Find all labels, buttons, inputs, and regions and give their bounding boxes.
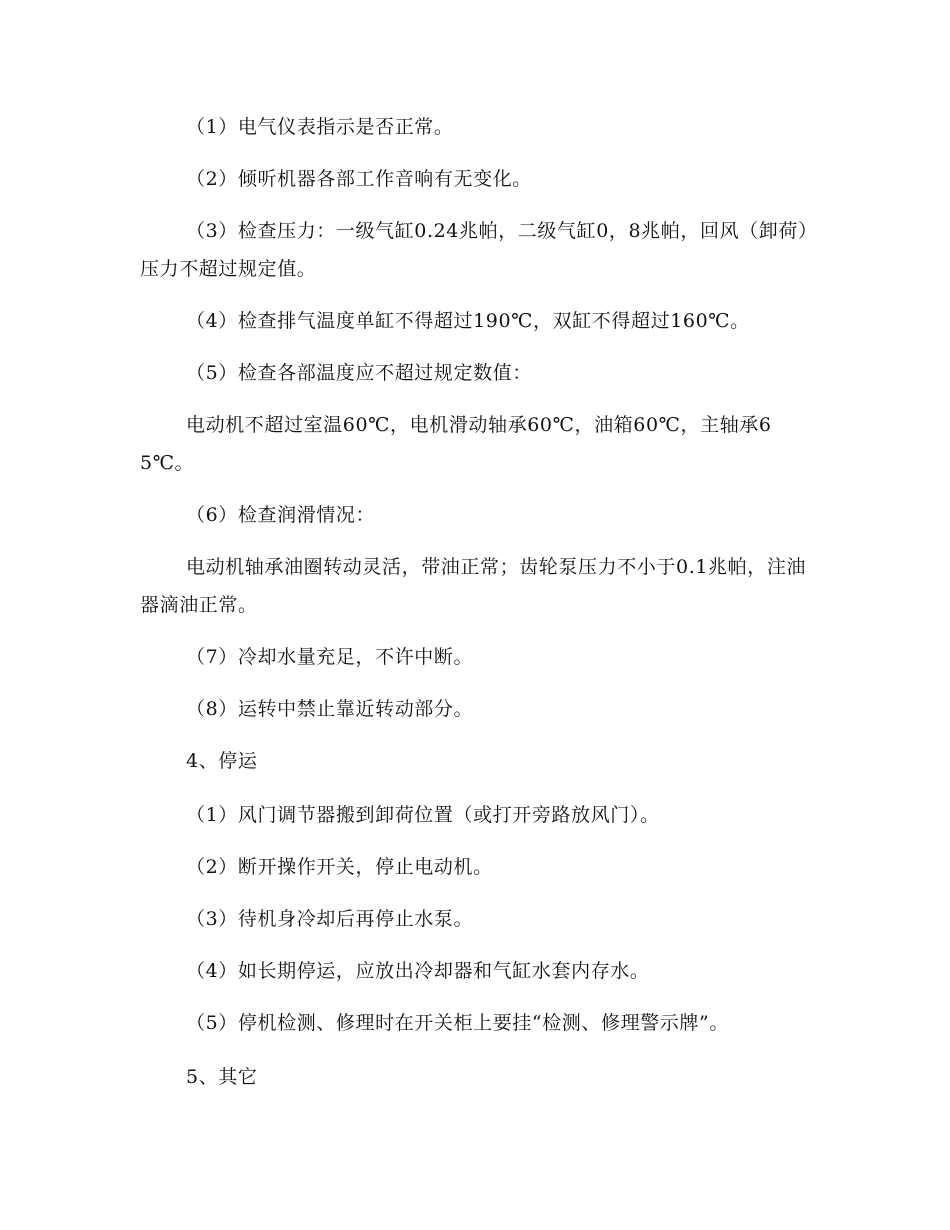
paragraph-6: 电动机不超过室温60℃，电机滑动轴承60℃，油箱60℃，主轴承65℃。 <box>140 414 772 474</box>
paragraph-8: 电动机轴承油圈转动灵活，带油正常；齿轮泵压力不小于0.1兆帕，注油器滴油正常。 <box>140 556 807 616</box>
paragraph-13: （3）待机身冷却后再停止水泵。 <box>186 908 474 930</box>
paragraph-3: （3）检查压力：一级气缸0.24兆帕，二级气缸0，8兆帕，回风（卸荷）压力不超过规定值。 <box>140 220 809 280</box>
paragraph-2: （2）倾听机器各部工作音响有无变化。 <box>186 168 532 190</box>
paragraph-11: （1）风门调节器搬到卸荷位置（或打开旁路放风门）。 <box>186 804 660 826</box>
paragraph-10: （8）运转中禁止靠近转动部分。 <box>186 698 474 720</box>
paragraph-1: （1）电气仪表指示是否正常。 <box>186 116 454 138</box>
paragraph-14: （4）如长期停运，应放出冷却器和气缸水套内存水。 <box>186 960 650 982</box>
paragraph-4: （4）检查排气温度单缸不得超过190℃，双缸不得超过160℃。 <box>186 310 750 332</box>
paragraph-5: （5）检查各部温度应不超过规定数值： <box>186 362 532 384</box>
paragraph-9: （7）冷却水量充足，不许中断。 <box>186 646 474 668</box>
paragraph-12: （2）断开操作开关，停止电动机。 <box>186 856 493 878</box>
paragraph-15: （5）停机检测、修理时在开关柜上要挂“检测、修理警示牌”。 <box>186 1012 729 1034</box>
section-heading-4: 4、停运 <box>186 750 258 772</box>
section-heading-5: 5、其它 <box>186 1066 258 1088</box>
paragraph-7: （6）检查润滑情况： <box>186 504 376 526</box>
